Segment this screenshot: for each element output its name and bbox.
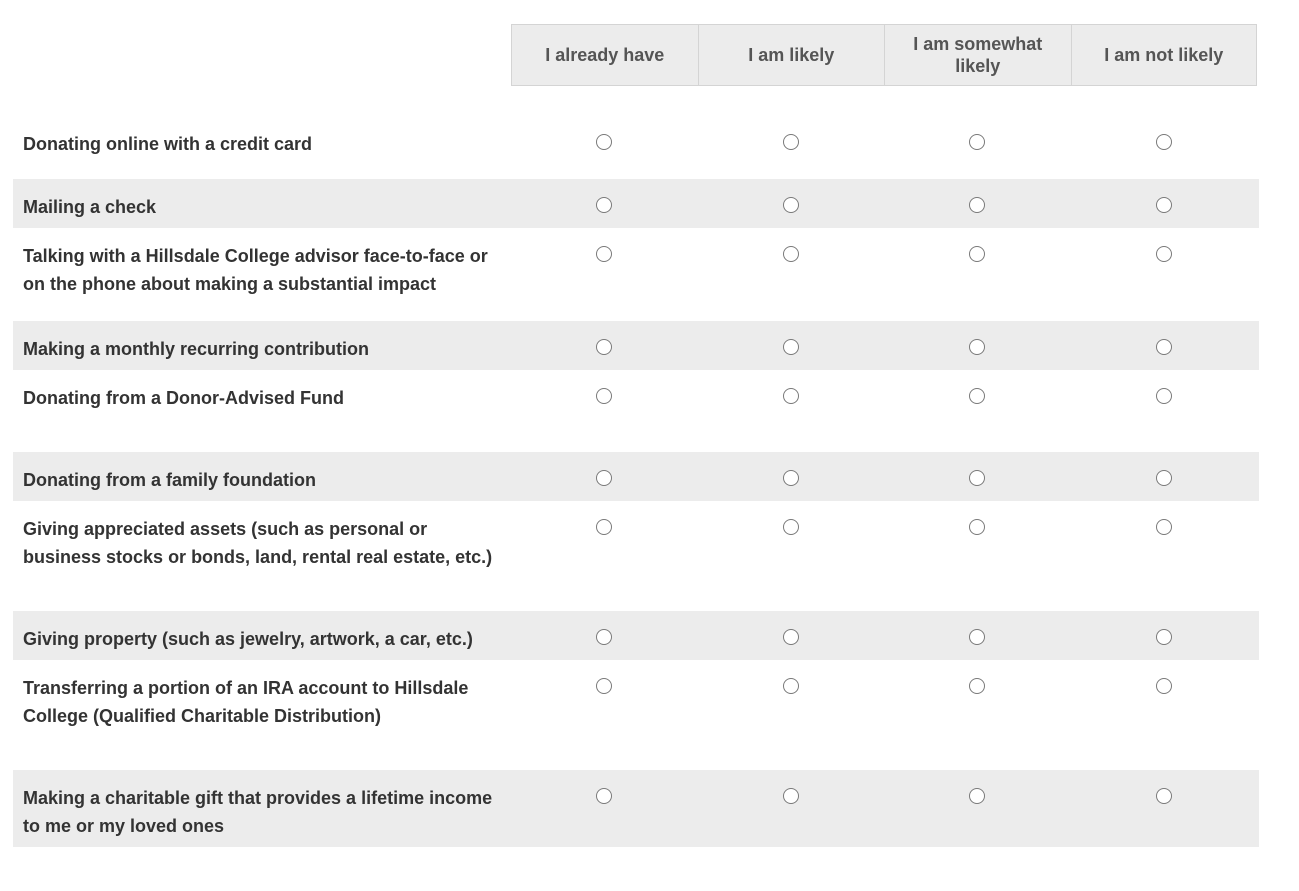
column-header-not-likely: I am not likely (1071, 24, 1258, 86)
radio-likely[interactable] (783, 339, 799, 355)
radio-already-have[interactable] (596, 678, 612, 694)
radio-somewhat-likely[interactable] (969, 339, 985, 355)
row-statement: Talking with a Hillsdale College advisor face-to-face or on the phone about making a substantial impact (23, 246, 488, 294)
radio-likely[interactable] (783, 388, 799, 404)
radio-likely[interactable] (783, 519, 799, 535)
radio-somewhat-likely[interactable] (969, 788, 985, 804)
row-statement: Mailing a check (23, 197, 157, 217)
radio-cell (884, 133, 1071, 150)
matrix-header (13, 24, 1259, 86)
radio-cell (511, 677, 698, 694)
radio-cell (1071, 677, 1258, 694)
radio-likely[interactable] (783, 788, 799, 804)
radio-somewhat-likely[interactable] (969, 519, 985, 535)
radio-cell (1071, 196, 1258, 213)
radio-cell (1071, 133, 1258, 150)
radio-cell (511, 628, 698, 645)
radio-likely[interactable] (783, 629, 799, 645)
radio-cell (511, 245, 698, 262)
radio-not-likely[interactable] (1156, 246, 1172, 262)
radio-cell (698, 469, 885, 486)
matrix-row (13, 179, 1259, 228)
radio-cell (698, 245, 885, 262)
radio-not-likely[interactable] (1156, 470, 1172, 486)
radio-cell (884, 787, 1071, 804)
radio-not-likely[interactable] (1156, 788, 1172, 804)
radio-cell (884, 628, 1071, 645)
radio-already-have[interactable] (596, 629, 612, 645)
radio-cell (698, 628, 885, 645)
radio-not-likely[interactable] (1156, 629, 1172, 645)
header-spacer (13, 24, 511, 86)
radio-cell (698, 518, 885, 535)
radio-cell (1071, 518, 1258, 535)
radio-somewhat-likely[interactable] (969, 678, 985, 694)
radio-somewhat-likely[interactable] (969, 197, 985, 213)
matrix-row (13, 116, 1259, 179)
row-statement: Donating from a Donor-Advised Fund (23, 388, 344, 408)
radio-cell (1071, 387, 1258, 404)
matrix-row (13, 228, 1259, 321)
radio-cell (884, 469, 1071, 486)
radio-cell (1071, 628, 1258, 645)
radio-likely[interactable] (783, 197, 799, 213)
row-statement: Making a charitable gift that provides a lifetime income to me or my loved ones (23, 788, 493, 836)
column-header-somewhat-likely: I am somewhat likely (884, 24, 1071, 86)
radio-already-have[interactable] (596, 197, 612, 213)
matrix-rows (13, 116, 1259, 847)
radio-cell (511, 518, 698, 535)
radio-cell (698, 196, 885, 213)
radio-not-likely[interactable] (1156, 519, 1172, 535)
radio-cell (511, 338, 698, 355)
radio-somewhat-likely[interactable] (969, 470, 985, 486)
radio-not-likely[interactable] (1156, 388, 1172, 404)
radio-likely[interactable] (783, 246, 799, 262)
radio-not-likely[interactable] (1156, 678, 1172, 694)
radio-cell (1071, 245, 1258, 262)
column-header-already-have: I already have (511, 24, 698, 86)
radio-not-likely[interactable] (1156, 339, 1172, 355)
radio-somewhat-likely[interactable] (969, 629, 985, 645)
radio-cell (698, 387, 885, 404)
radio-cell (884, 677, 1071, 694)
radio-cell (1071, 338, 1258, 355)
row-statement: Donating from a family foundation (23, 470, 316, 490)
radio-already-have[interactable] (596, 470, 612, 486)
matrix-row (13, 501, 1259, 611)
radio-already-have[interactable] (596, 519, 612, 535)
radio-cell (511, 387, 698, 404)
radio-cell (698, 133, 885, 150)
matrix-row (13, 770, 1259, 847)
radio-already-have[interactable] (596, 134, 612, 150)
radio-cell (511, 787, 698, 804)
matrix-row (13, 660, 1259, 770)
radio-cell (1071, 469, 1258, 486)
radio-likely[interactable] (783, 678, 799, 694)
radio-cell (698, 338, 885, 355)
row-statement: Giving appreciated assets (such as personal or business stocks or bonds, land, rental real estate, etc.) (23, 519, 493, 567)
radio-cell (1071, 787, 1258, 804)
radio-cell (884, 196, 1071, 213)
radio-cell (698, 677, 885, 694)
radio-cell (511, 469, 698, 486)
radio-already-have[interactable] (596, 246, 612, 262)
likelihood-matrix (13, 24, 1259, 847)
matrix-row (13, 452, 1259, 501)
radio-likely[interactable] (783, 470, 799, 486)
radio-cell (884, 518, 1071, 535)
radio-cell (884, 338, 1071, 355)
row-statement: Donating online with a credit card (23, 134, 313, 154)
radio-somewhat-likely[interactable] (969, 388, 985, 404)
matrix-row (13, 321, 1259, 370)
radio-cell (884, 387, 1071, 404)
radio-already-have[interactable] (596, 339, 612, 355)
radio-cell (511, 133, 698, 150)
radio-cell (511, 196, 698, 213)
row-statement: Making a monthly recurring contribution (23, 339, 370, 359)
radio-not-likely[interactable] (1156, 197, 1172, 213)
radio-already-have[interactable] (596, 788, 612, 804)
row-statement: Transferring a portion of an IRA account to Hillsdale College (Qualified Charitable Distribution) (23, 678, 469, 726)
radio-cell (698, 787, 885, 804)
matrix-row (13, 370, 1259, 452)
radio-already-have[interactable] (596, 388, 612, 404)
radio-cell (884, 245, 1071, 262)
row-statement: Giving property (such as jewelry, artwork, a car, etc.) (23, 629, 473, 649)
column-header-likely: I am likely (698, 24, 885, 86)
radio-not-likely[interactable] (1156, 134, 1172, 150)
radio-somewhat-likely[interactable] (969, 134, 985, 150)
radio-likely[interactable] (783, 134, 799, 150)
radio-somewhat-likely[interactable] (969, 246, 985, 262)
matrix-row (13, 611, 1259, 660)
